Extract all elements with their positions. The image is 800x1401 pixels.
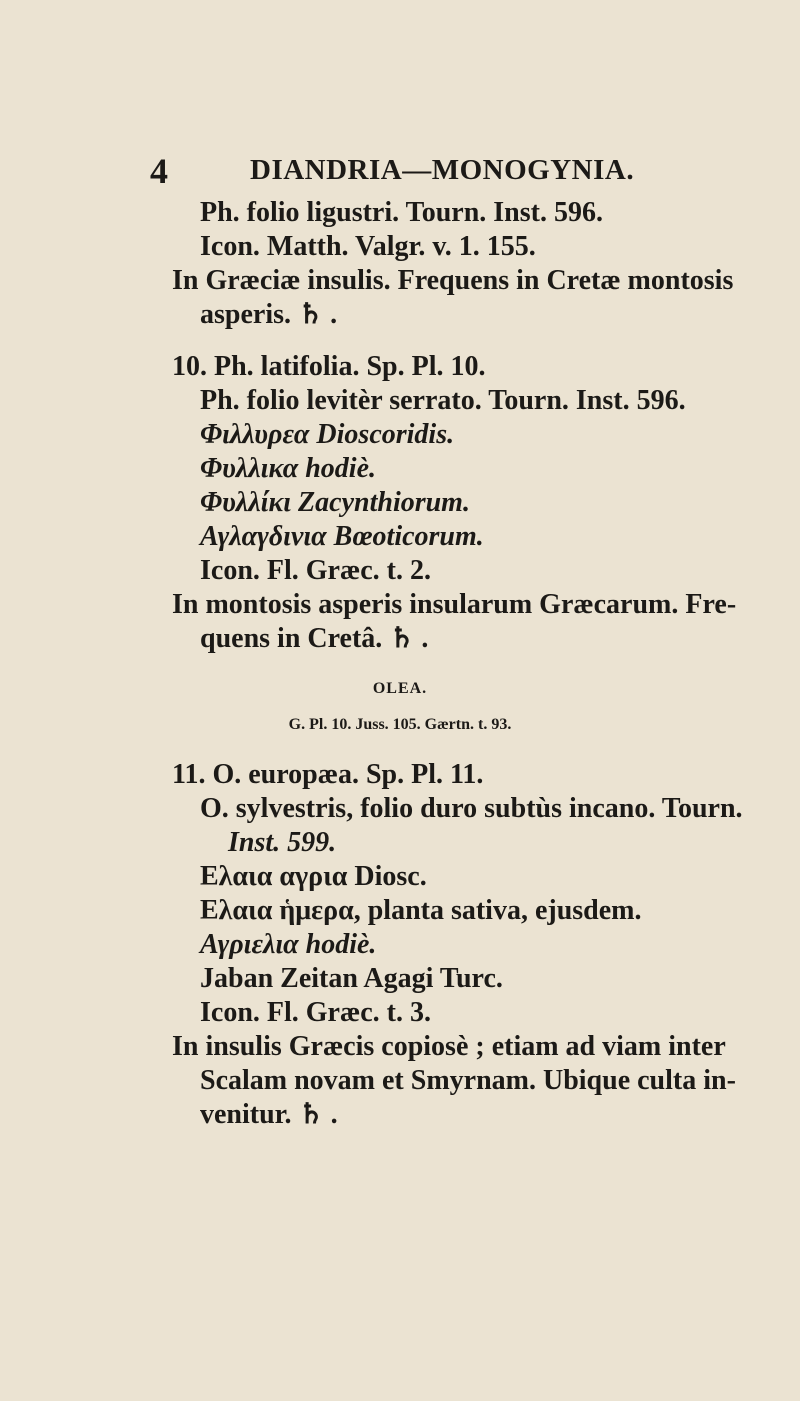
text-line: Icon. Fl. Græc. t. 2. (200, 555, 431, 586)
text-line: G. Pl. 10. Juss. 105. Gærtn. t. 93. (288, 716, 512, 733)
text-line: venitur. ♄ . (200, 1099, 338, 1130)
text-line: Scalam novam et Smyrnam. Ubique culta in- (200, 1065, 736, 1096)
text-line: 10. Ph. latifolia. Sp. Pl. 10. (172, 351, 486, 382)
text-line: In montosis asperis insularum Græcarum. Fre- (172, 589, 737, 620)
page-number: 4 (150, 151, 168, 191)
running-header (0, 150, 800, 200)
text-line: Icon. Fl. Græc. t. 3. (200, 997, 431, 1028)
text-line: Ελαια αγρια Diosc. (200, 861, 427, 892)
text-line: Ph. folio levitèr serrato. Tourn. Inst. 596. (200, 385, 686, 416)
text-line: Icon. Matth. Valgr. v. 1. 155. (200, 231, 536, 262)
text-line: Αγριελια hodiè. (200, 929, 377, 960)
text-line: Φιλλυρεα Dioscoridis. (200, 419, 455, 450)
text-line: quens in Cretâ. ♄ . (200, 623, 429, 654)
text-line: Φυλλίκι Zacynthiorum. (200, 487, 470, 518)
text-line: O. sylvestris, folio duro subtùs incano. Tourn. (200, 793, 743, 824)
text-line: asperis. ♄ . (200, 299, 338, 330)
text-line: Φυλλικα hodiè. (200, 453, 377, 484)
text-line: In insulis Græcis copiosè ; etiam ad viam inter (172, 1031, 726, 1062)
text-line: Αγλαγδινια Bœoticorum. (200, 521, 484, 552)
text-line: Jaban Zeitan Agagi Turc. (200, 963, 503, 994)
text-line: Inst. 599. (228, 827, 337, 858)
text-line: In Græciæ insulis. Frequens in Cretæ montosis (172, 265, 734, 296)
text-line: Ph. folio ligustri. Tourn. Inst. 596. (200, 197, 603, 228)
text-line: Ελαια ἡμερα, planta sativa, ejusdem. (200, 895, 642, 926)
section-heading: OLEA. (372, 680, 428, 697)
text-line: 11. O. europæa. Sp. Pl. 11. (172, 759, 484, 790)
running-title: DIANDRIA—MONOGYNIA. (250, 154, 635, 186)
